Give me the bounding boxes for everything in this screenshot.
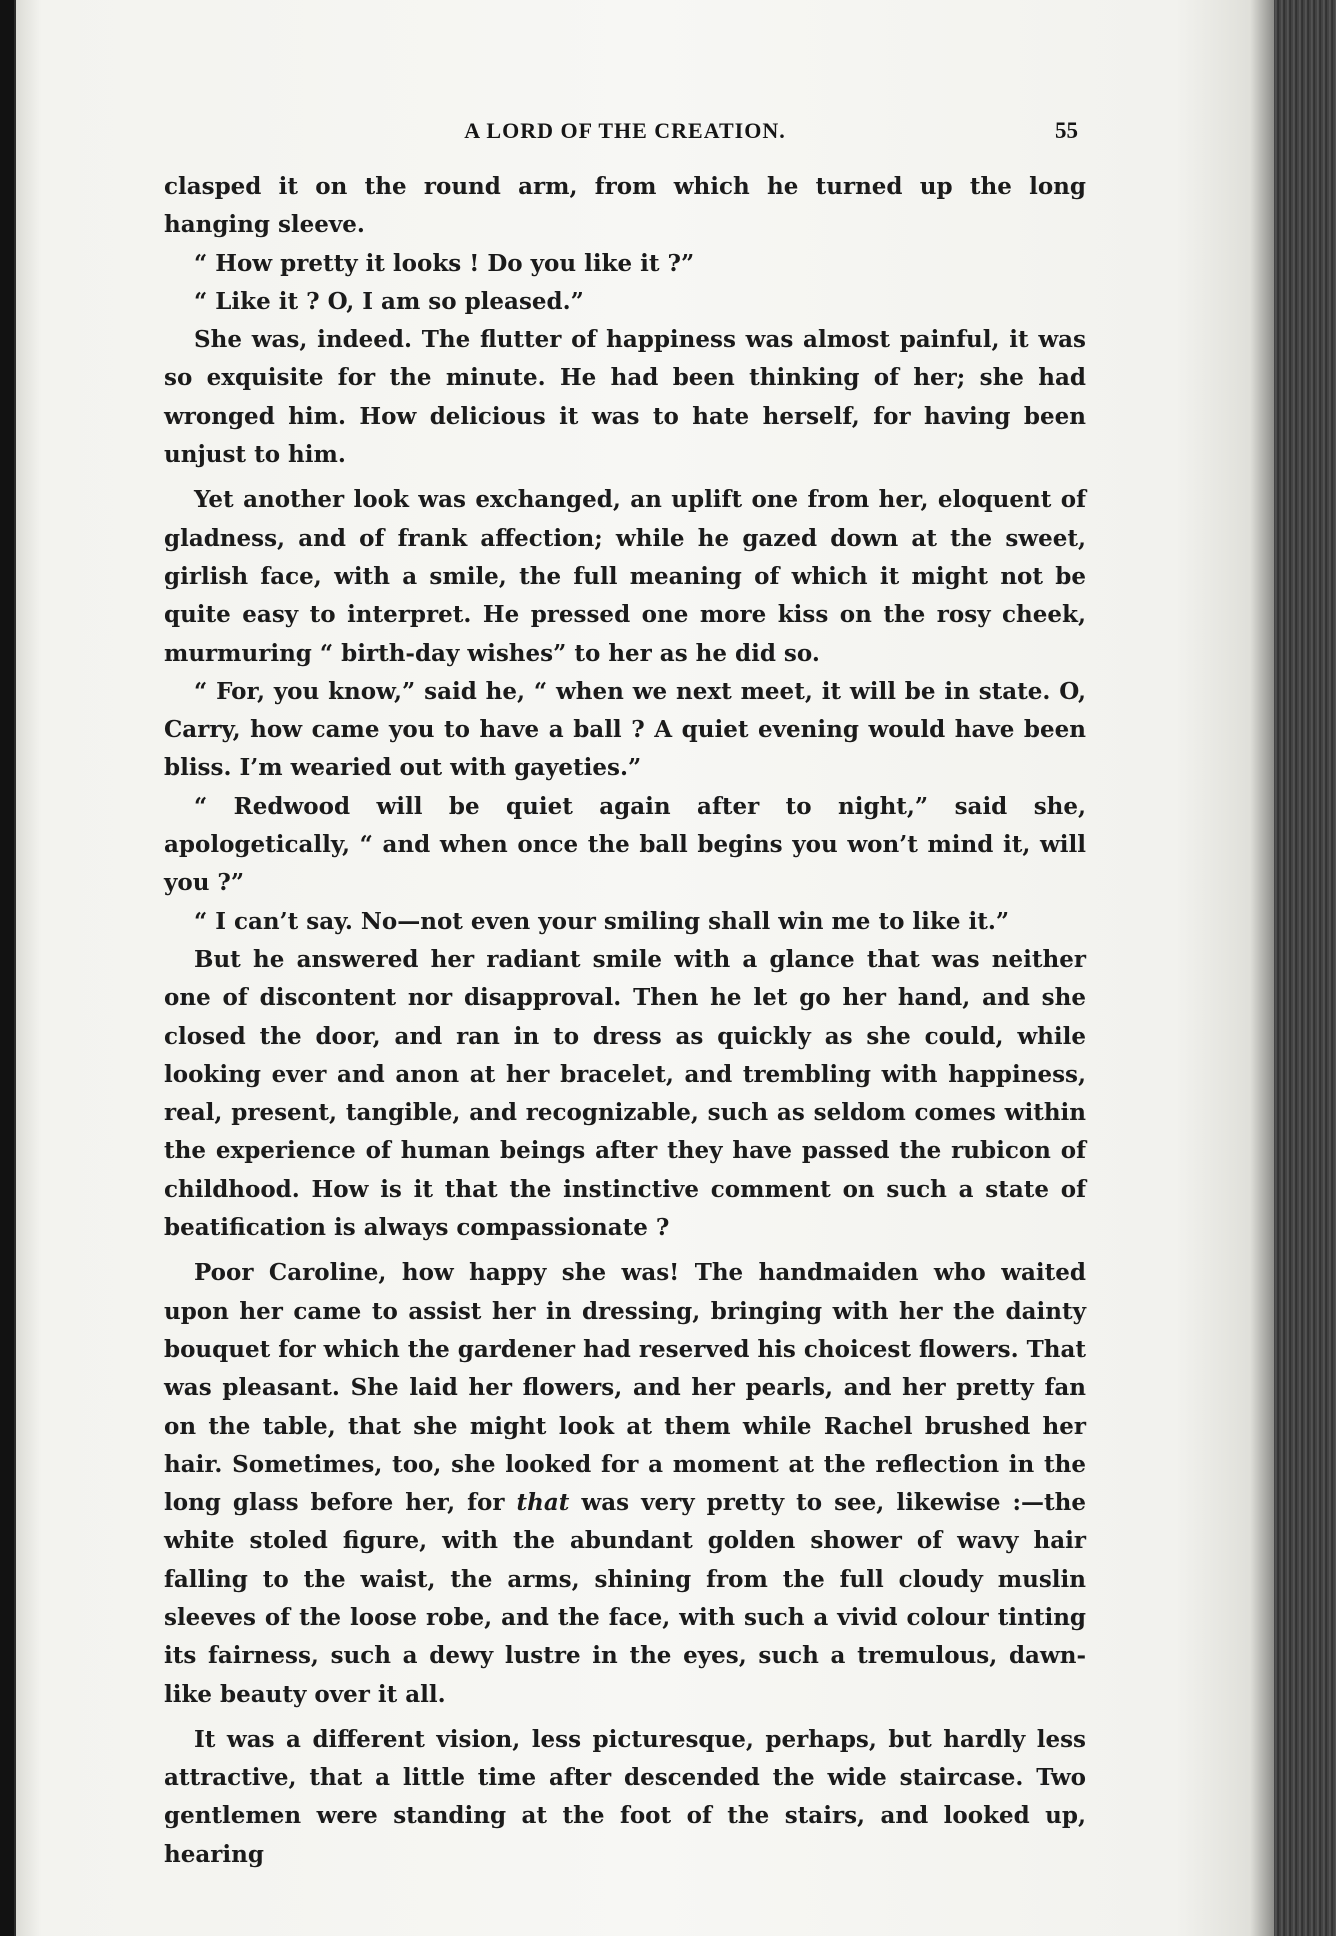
paragraph bbox=[164, 1254, 1086, 1714]
page-content bbox=[164, 118, 1086, 1874]
paragraph bbox=[164, 1721, 1086, 1874]
paragraph-text: “ I can’t say. No—not even your smiling shall win me to like it.” bbox=[194, 907, 1010, 935]
paragraph bbox=[164, 245, 1086, 283]
paragraph bbox=[164, 903, 1086, 941]
paragraph bbox=[164, 283, 1086, 321]
paragraph-text: “ For, you know,” said he, “ when we next meet, it will be in state. O, Carry, how came you to have a ball ? A quiet evening would have been bliss. I’m wearied out with gayeties.” bbox=[164, 677, 1086, 782]
paragraph-text: Yet another look was exchanged, an uplift one from her, eloquent of gladness, and of frank affection; while he gazed down at the sweet, girlish face, with a smile, the full meaning of which it might not be quite easy to interpret. He pressed one more kiss on the rosy cheek, murmuring “ birth-day wishes” to her as he did so. bbox=[164, 486, 1086, 667]
paragraph-text: “ How pretty it looks ! Do you like it ?” bbox=[194, 249, 695, 277]
paragraph bbox=[164, 321, 1086, 474]
italic-emphasis: that bbox=[516, 1489, 570, 1517]
paragraph-text: “ Redwood will be quiet again after to night,” said she, apologetically, “ and when once the ball begins you won’t mind it, will you ?” bbox=[164, 792, 1086, 897]
paragraph bbox=[164, 168, 1086, 245]
paragraph bbox=[164, 673, 1086, 788]
paragraph bbox=[164, 941, 1086, 1247]
book-page bbox=[14, 0, 1276, 1936]
body-text bbox=[164, 168, 1086, 1874]
paragraph bbox=[164, 481, 1086, 672]
running-head bbox=[164, 118, 1086, 156]
paragraph-text: “ Like it ? O, I am so pleased.” bbox=[194, 287, 584, 315]
paragraph-text: was very pretty to see, likewise :—the white stoled figure, with the abundant golden shower of wavy hair falling to the waist, the arms, shining from the full cloudy muslin sleeves of the loose robe, and the face, with such a vivid colour tinting its fairness, such a dewy lustre in the eyes, such a tremulous, dawn-like beauty over it all. bbox=[164, 1489, 1086, 1708]
gutter-shadow bbox=[1250, 0, 1274, 1936]
paragraph-text: clasped it on the round arm, from which he turned up the long hanging sleeve. bbox=[164, 173, 1086, 239]
paragraph bbox=[164, 788, 1086, 903]
running-head-title: A LORD OF THE CREATION. bbox=[464, 118, 786, 143]
paragraph-text: She was, indeed. The flutter of happiness was almost painful, it was so exquisite for the minute. He had been thinking of her; she had wronged him. How delicious it was to hate herself, for having been unjust to him. bbox=[164, 326, 1086, 469]
paragraph-text: But he answered her radiant smile with a glance that was neither one of discontent nor disapproval. Then he let go her hand, and she closed the door, and ran in to dress as quickly as she could, while looking ever and anon at her bracelet, and trembling with happiness, real, present, tangible, and recognizable, such as seldom comes within the experience of human beings after they have passed the rubicon of childhood. How is it that the instinctive comment on such a state of beatification is always compassionate ? bbox=[164, 945, 1086, 1242]
paragraph-text: It was a different vision, less picturesque, perhaps, but hardly less attractive, that a little time after descended the wide staircase. Two gentlemen were standing at the foot of the stairs, and looked up, hearing bbox=[164, 1725, 1086, 1868]
page-number: 55 bbox=[1055, 118, 1078, 143]
paragraph-text: Poor Caroline, how happy she was! The handmaiden who waited upon her came to assist her in dressing, bringing with her the dainty bouquet for which the gardener had reserved his choicest flowers. That was pleasant. She laid her flowers, and her pearls, and her pretty fan on the table, that she might look at them while Rachel brushed her hair. Sometimes, too, she looked for a moment at the reflection in the long glass before her, for bbox=[164, 1259, 1086, 1517]
book-page-edges bbox=[1274, 0, 1336, 1936]
